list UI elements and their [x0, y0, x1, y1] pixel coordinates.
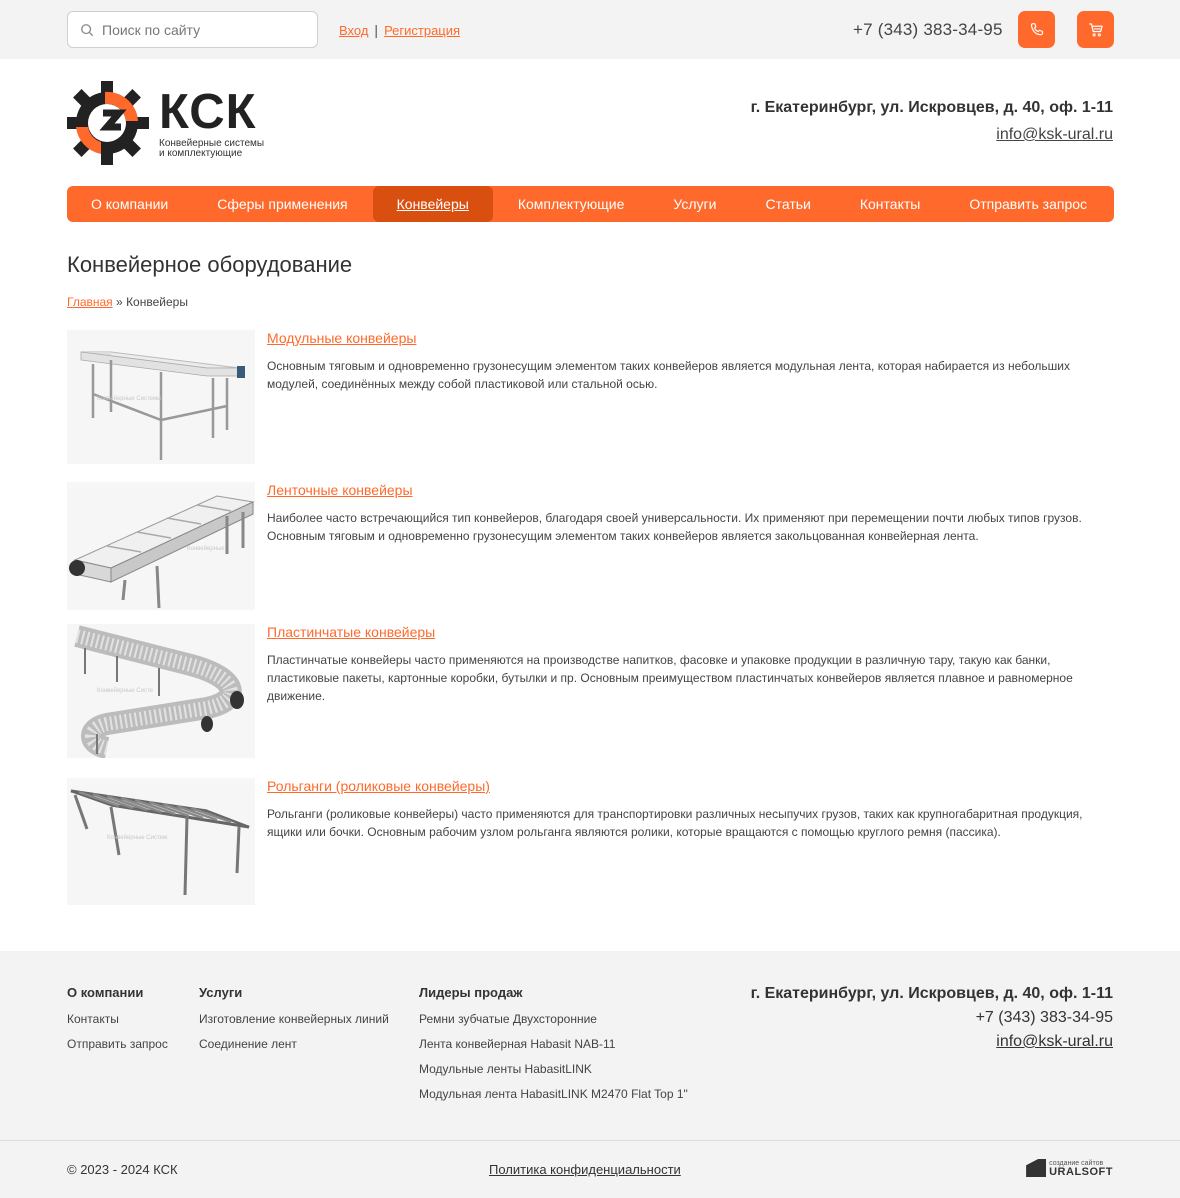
logo-subtitle: [159, 139, 289, 159]
breadcrumb-home[interactable]: Главная: [67, 295, 113, 309]
footer-link-manufacturing[interactable]: Изготовление конвейерных линий: [199, 1012, 389, 1026]
footer-col-title: О компании: [67, 985, 144, 1000]
developer-name: URALSOFT: [1049, 1166, 1113, 1178]
modular-conveyor-image[interactable]: [67, 330, 255, 464]
footer-col-company: [67, 985, 168, 1062]
svg-text:Конвейерные Систем: Конвейерные Систем: [107, 835, 168, 841]
item-description: Пластинчатые конвейеры часто применяются на производстве напитков, фасовке и упаковке продукции в различную тару, такую как банки, пластиковые пакеты, картонные коробки, бутылки и пр. Основным преимуществом пластинчатых конвейеров является плавное и равномерное движение.: [267, 653, 1073, 703]
breadcrumb-separator: »: [116, 295, 123, 309]
page-title: Конвейерное оборудование: [67, 252, 353, 277]
nav-item-conveyors[interactable]: Конвейеры: [373, 186, 493, 222]
nav-item-applications[interactable]: Сферы применения: [217, 196, 348, 212]
auth-links: [339, 22, 460, 38]
belt-conveyor-image[interactable]: [67, 482, 255, 604]
svg-text:Конвейерные Систе: Конвейерные Систе: [97, 688, 153, 694]
logo-text[interactable]: КСК: [159, 85, 257, 139]
search-icon: [80, 23, 94, 37]
nav-item-contacts[interactable]: Контакты: [859, 196, 921, 212]
copyright: © 2023 - 2024 КСК: [67, 1162, 178, 1177]
developer-logo[interactable]: [1026, 1159, 1113, 1177]
breadcrumb-current: Конвейеры: [126, 295, 188, 309]
search-box[interactable]: [67, 11, 318, 48]
search-input[interactable]: [102, 22, 302, 38]
footer-address: г. Екатеринбург, ул. Искровцев, д. 40, оф. 1-11: [750, 985, 1113, 1002]
footer: [0, 951, 1180, 1198]
item-description: Наиболее часто встречающийся тип конвейеров, благодаря своей универсальности. Их применяют при перемещении почти любых типов грузов. Основным тяговым и одновременно грузонесущим элементом таких конвейеров является закольцованная конвейерная лента.: [267, 511, 1082, 543]
cart-button[interactable]: [1077, 11, 1114, 48]
footer-link-product[interactable]: Ремни зубчатые Двухсторонние: [419, 1012, 597, 1026]
footer-link-contacts[interactable]: Контакты: [67, 1012, 119, 1026]
footer-col-services: [199, 985, 389, 1062]
item-title-modular[interactable]: Модульные конвейеры: [267, 330, 417, 346]
footer-divider: [0, 1140, 1180, 1141]
nav-item-articles[interactable]: Статьи: [765, 196, 811, 212]
logo-subtitle-line-1: Конвейерные системы: [159, 138, 265, 149]
logo-subtitle-line-2: и комплектующие: [159, 148, 243, 159]
roller-conveyor-image[interactable]: [67, 778, 255, 898]
footer-col-title: Лидеры продаж: [419, 985, 523, 1000]
auth-separator: |: [374, 22, 379, 38]
privacy-policy-link[interactable]: Политика конфиденциальности: [489, 1162, 681, 1177]
nav-item-about[interactable]: О компании: [91, 196, 169, 212]
login-link[interactable]: Вход: [339, 22, 369, 38]
top-bar: [0, 0, 1180, 59]
nav-item-components[interactable]: Комплектующие: [517, 196, 625, 212]
developer-tagline: создание сайтов: [1049, 1160, 1104, 1167]
main-nav: [67, 186, 1114, 222]
item-title-roller[interactable]: Рольганги (роликовые конвейеры): [267, 778, 490, 794]
svg-text:Конвейерные: Конвейерные: [187, 546, 225, 552]
footer-link-send-request[interactable]: Отправить запрос: [67, 1037, 168, 1051]
item-title-slat[interactable]: Пластинчатые конвейеры: [267, 624, 436, 640]
header-address: г. Екатеринбург, ул. Искровцев, д. 40, оф. 1-11: [750, 99, 1113, 116]
breadcrumb: [67, 295, 188, 309]
item-description: Основным тяговым и одновременно грузонесущим элементом таких конвейеров является модульная лента, которая набирается из небольших модулей, соединённых между собой пластиковой или стальной осью.: [267, 359, 1070, 391]
footer-col-bestsellers: [419, 985, 688, 1112]
footer-phone[interactable]: +7 (343) 383-34-95: [975, 1009, 1113, 1026]
svg-text:Конвейерные Системы: Конвейерные Системы: [97, 396, 162, 402]
header-email[interactable]: info@ksk-ural.ru: [996, 126, 1113, 143]
item-title-belt[interactable]: Ленточные конвейеры: [267, 482, 413, 498]
footer-link-product[interactable]: Модульная лента HabasitLINK M2470 Flat Top 1": [419, 1087, 688, 1101]
nav-item-send-request[interactable]: Отправить запрос: [969, 196, 1088, 212]
item-description: Рольганги (роликовые конвейеры) часто применяются для транспортировки различных несыпучих грузов, таких как крупногабаритная продукция, ящики или бочки. Основным рабочим узлом рольганга являются ролики, которые вращаются с помощью круглого ремня (пассика).: [267, 807, 1083, 839]
developer-logo-icon: [1026, 1159, 1046, 1177]
slat-conveyor-image[interactable]: [67, 624, 255, 758]
call-button[interactable]: [1018, 11, 1055, 48]
top-phone[interactable]: +7 (343) 383-34-95: [853, 20, 1003, 39]
cart-icon: [1087, 21, 1105, 39]
phone-icon: [1028, 21, 1046, 39]
footer-link-product[interactable]: Лента конвейерная Habasit NAB-11: [419, 1037, 616, 1051]
footer-email[interactable]: info@ksk-ural.ru: [996, 1033, 1113, 1050]
footer-link-product[interactable]: Модульные ленты HabasitLINK: [419, 1062, 592, 1076]
register-link[interactable]: Регистрация: [384, 22, 461, 38]
footer-col-title: Услуги: [199, 985, 243, 1000]
nav-item-services[interactable]: Услуги: [673, 196, 717, 212]
footer-link-belt-joining[interactable]: Соединение лент: [199, 1037, 297, 1051]
